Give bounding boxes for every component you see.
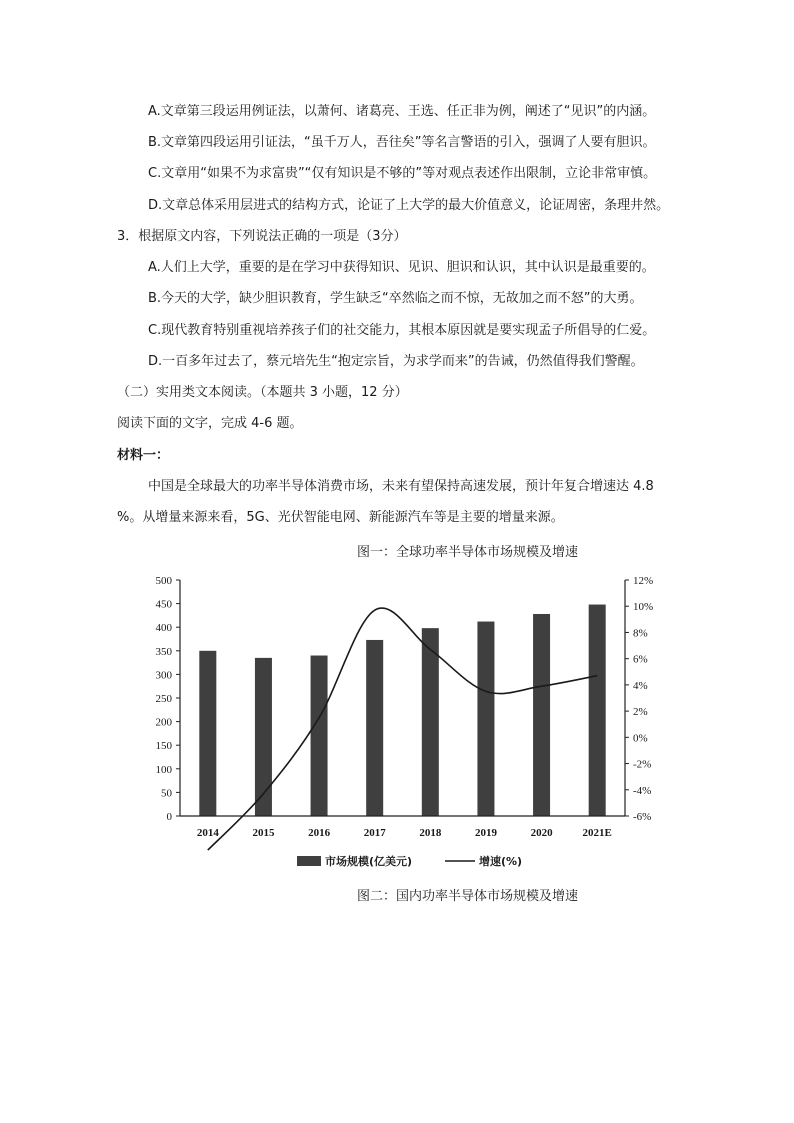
legend-line-label: 增速(%) — [479, 855, 523, 868]
figure2-caption: 图二：国内功率半导体市场规模及增速 — [357, 889, 579, 904]
bar-2019 — [477, 622, 494, 816]
x-tick-label: 2017 — [363, 827, 386, 839]
legend-bar-label: 市场规模(亿美元) — [325, 855, 413, 868]
q3-option-c: C.现代教育特别重视培养孩子们的社交能力，其根本原因就是要实现孟子所倡导的仁爱。 — [148, 323, 656, 338]
figure1-caption: 图一：全球功率半导体市场规模及增速 — [357, 545, 579, 560]
bar-2016 — [311, 656, 328, 816]
material-paragraph-line2: %。从增量来源来看，5G、光伏智能电网、新能源汽车等是主要的增量来源。 — [117, 510, 564, 525]
bar-2018 — [422, 628, 439, 816]
x-tick-label: 2021E — [582, 827, 612, 839]
section2-heading: （二）实用类文本阅读。（本题共 3 小题，12 分） — [117, 385, 408, 400]
right-tick-label: 0% — [633, 732, 648, 745]
bar-2017 — [366, 640, 383, 816]
right-tick-label: 8% — [633, 627, 648, 640]
left-tick-label: 150 — [155, 740, 172, 753]
q3-option-b: B.今天的大学，缺少胆识教育，学生缺乏“卒然临之而不惊，无故加之而不怒”的大勇。 — [148, 291, 643, 306]
q3-stem: 3．根据原文内容，下列说法正确的一项是（3分） — [117, 229, 407, 244]
q2-option-d: D.文章总体采用层进式的结构方式，论证了上大学的最大价值意义，论证周密，条理井然。 — [148, 198, 670, 213]
x-tick-label: 2018 — [419, 827, 442, 839]
section2-instruction: 阅读下面的文字，完成 4-6 题。 — [117, 416, 303, 431]
q2-option-b: B.文章第四段运用引证法，“虽千万人，吾往矣”等名言警语的引入，强调了人要有胆识。 — [148, 135, 656, 150]
left-tick-label: 250 — [155, 693, 172, 705]
bar-2020 — [533, 614, 550, 816]
left-tick-label: 0 — [166, 811, 172, 823]
x-tick-label: 2019 — [474, 827, 497, 839]
bar-2021E — [589, 605, 606, 816]
left-tick-label: 300 — [155, 669, 172, 682]
left-tick-label: 350 — [155, 645, 172, 658]
bar-2015 — [255, 658, 272, 816]
q2-option-c: C.文章用“如果不为求富贵”“仅有知识是不够的”等对观点表述作出限制，立论非常审慎。 — [148, 166, 657, 181]
q3-option-a: A.人们上大学，重要的是在学习中获得知识、见识、胆识和认识，其中认识是最重要的。 — [148, 260, 655, 275]
right-tick-label: -4% — [633, 784, 652, 797]
q2-option-a: A.文章第三段运用例证法，以萧何、诸葛亮、王选、任正非为例，阐述了“见识”的内涵。 — [148, 104, 656, 119]
left-tick-label: 500 — [155, 575, 172, 587]
x-tick-label: 2015 — [252, 827, 275, 839]
material-label: 材料一： — [117, 448, 170, 463]
right-tick-label: 6% — [633, 653, 648, 666]
right-tick-label: 2% — [633, 706, 648, 719]
right-tick-label: -6% — [633, 811, 652, 823]
right-tick-label: 10% — [633, 601, 654, 614]
left-tick-label: 50 — [161, 787, 172, 800]
x-tick-label: 2020 — [530, 827, 553, 839]
right-tick-label: 4% — [633, 679, 648, 692]
market-chart — [140, 570, 660, 880]
x-tick-label: 2014 — [196, 827, 219, 839]
left-tick-label: 200 — [155, 716, 172, 729]
x-tick-label: 2016 — [308, 827, 331, 839]
right-tick-label: -2% — [633, 758, 652, 771]
bar-2014 — [199, 651, 216, 816]
material-paragraph-line1: 中国是全球最大的功率半导体消费市场，未来有望保持高速发展，预计年复合增速达 4.8 — [148, 479, 654, 494]
q3-option-d: D.一百多年过去了，蔡元培先生“抱定宗旨，为求学而来”的告诫，仍然值得我们警醒。 — [148, 354, 644, 369]
left-tick-label: 450 — [155, 598, 172, 611]
left-tick-label: 400 — [155, 622, 172, 635]
right-tick-label: 12% — [633, 575, 654, 587]
left-tick-label: 100 — [155, 763, 172, 776]
legend-bar-swatch — [297, 856, 321, 866]
